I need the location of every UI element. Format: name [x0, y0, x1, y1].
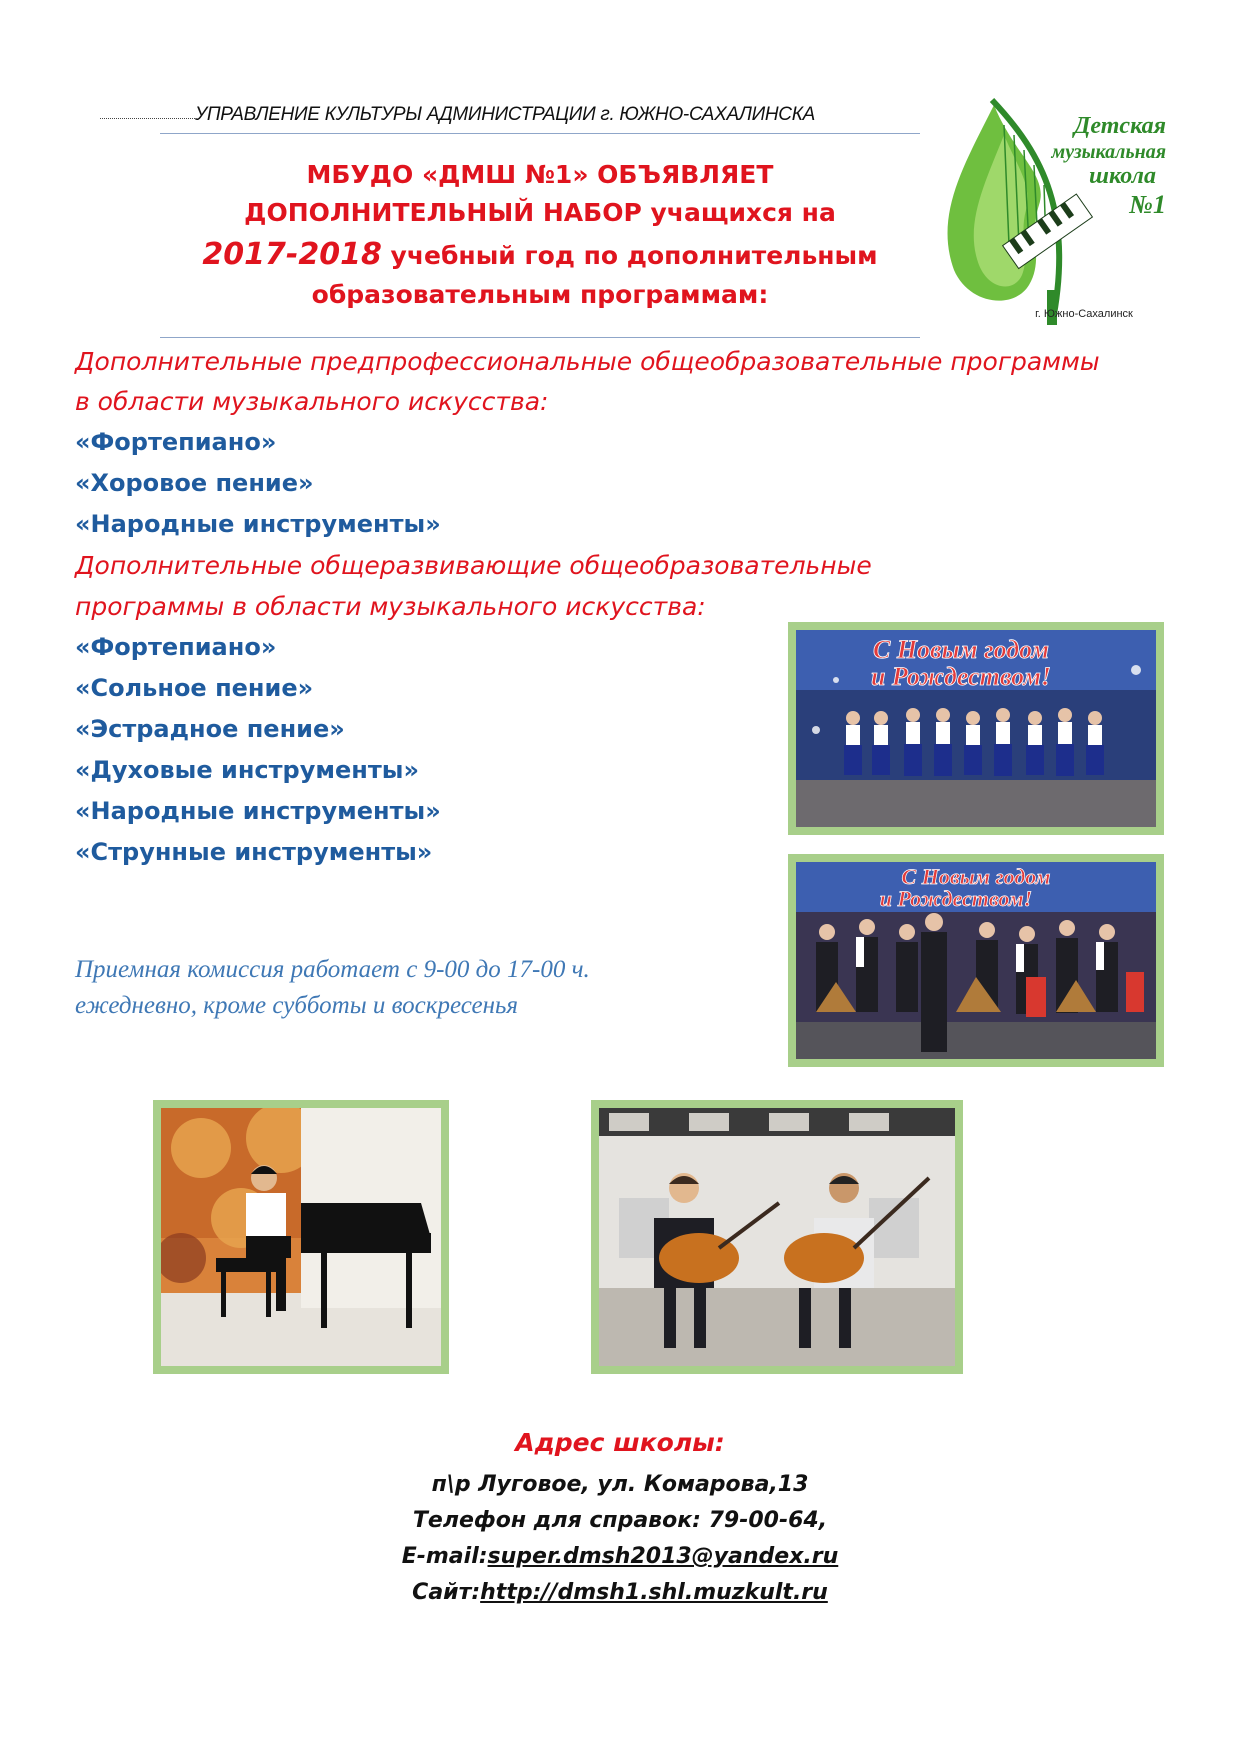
section1-program: «Хоровое пение» — [75, 469, 314, 497]
title-line-1: МБУДО «ДМШ №1» ОБЪЯВЛЯЕТ — [306, 160, 774, 189]
logo-text-line3: школа — [1089, 163, 1156, 189]
address-site-row — [0, 1580, 1240, 1605]
header-rule — [160, 133, 920, 134]
photo-pianist — [161, 1108, 441, 1366]
logo-city: г. Южно-Сахалинск — [1035, 308, 1133, 320]
title-line-4: образовательным программам: — [311, 280, 769, 309]
title-year: 2017-2018 — [202, 237, 382, 272]
section2-program: «Народные инструменты» — [75, 797, 441, 825]
photo-ensemble — [796, 862, 1156, 1059]
school-logo — [934, 95, 1174, 325]
logo-text-line1: Детская — [1074, 113, 1166, 139]
title-line-2: ДОПОЛНИТЕЛЬНЫЙ НАБОР учащихся на — [244, 198, 836, 227]
address-email-row — [0, 1544, 1240, 1569]
section2-program: «Фортепиано» — [75, 633, 277, 661]
site-label: Сайт: — [412, 1580, 481, 1605]
header-dotted-leader — [100, 106, 195, 119]
section1-program: «Фортепиано» — [75, 428, 277, 456]
section1-program: «Народные инструменты» — [75, 510, 441, 538]
section1-heading-line2: в области музыкального искусства: — [75, 387, 549, 416]
choir-banner-line2: и Рождеством! — [870, 662, 1052, 691]
hours-line1: Приемная комиссия работает с 9-00 до 17-00 ч. — [75, 956, 590, 983]
section2-program: «Эстрадное пение» — [75, 715, 345, 743]
ensemble-banner-line2: и Рождеством! — [879, 886, 1033, 911]
section2-heading-line2: программы в области музыкального искусства: — [75, 592, 706, 621]
email-label: E-mail: — [401, 1544, 488, 1569]
hours-line2: ежедневно, кроме субботы и воскресенья — [75, 992, 518, 1019]
section2-heading-line1: Дополнительные общеразвивающие общеобразовательные — [75, 551, 872, 580]
photo-guitarists — [599, 1108, 955, 1366]
section2-program: «Духовые инструменты» — [75, 756, 419, 784]
site-link[interactable]: http://dmsh1.shl.muzkult.ru — [480, 1580, 828, 1605]
photo-pianist-frame — [153, 1100, 449, 1374]
address-phone: Телефон для справок: 79-00-64, — [412, 1508, 828, 1533]
section2-program: «Струнные инструменты» — [75, 838, 433, 866]
header-agency: УПРАВЛЕНИЕ КУЛЬТУРЫ АДМИНИСТРАЦИИ г. ЮЖНО-САХАЛИНСКА — [195, 104, 815, 125]
choir-banner-line1: С Новым годом — [872, 635, 1050, 664]
photo-guitarists-frame — [591, 1100, 963, 1374]
section1-heading-line1: Дополнительные предпрофессиональные общеобразовательные программы — [75, 347, 1100, 376]
logo-number: №1 — [1129, 190, 1166, 219]
logo-text-line2: музыкальная — [1051, 141, 1166, 163]
ensemble-banner-line1: С Новым годом — [901, 864, 1051, 889]
photo-choir-frame — [788, 622, 1164, 835]
title-rule — [160, 337, 920, 338]
title-line-3 — [160, 237, 920, 272]
section2-program: «Сольное пение» — [75, 674, 314, 702]
photo-choir — [796, 630, 1156, 827]
title-line-3-rest: учебный год по дополнительным — [381, 241, 878, 270]
address-title: Адрес школы: — [515, 1428, 725, 1457]
address-street: п\р Луговое, ул. Комарова,13 — [431, 1472, 809, 1497]
photo-ensemble-frame — [788, 854, 1164, 1067]
email-link[interactable]: super.dmsh2013@yandex.ru — [487, 1544, 839, 1569]
